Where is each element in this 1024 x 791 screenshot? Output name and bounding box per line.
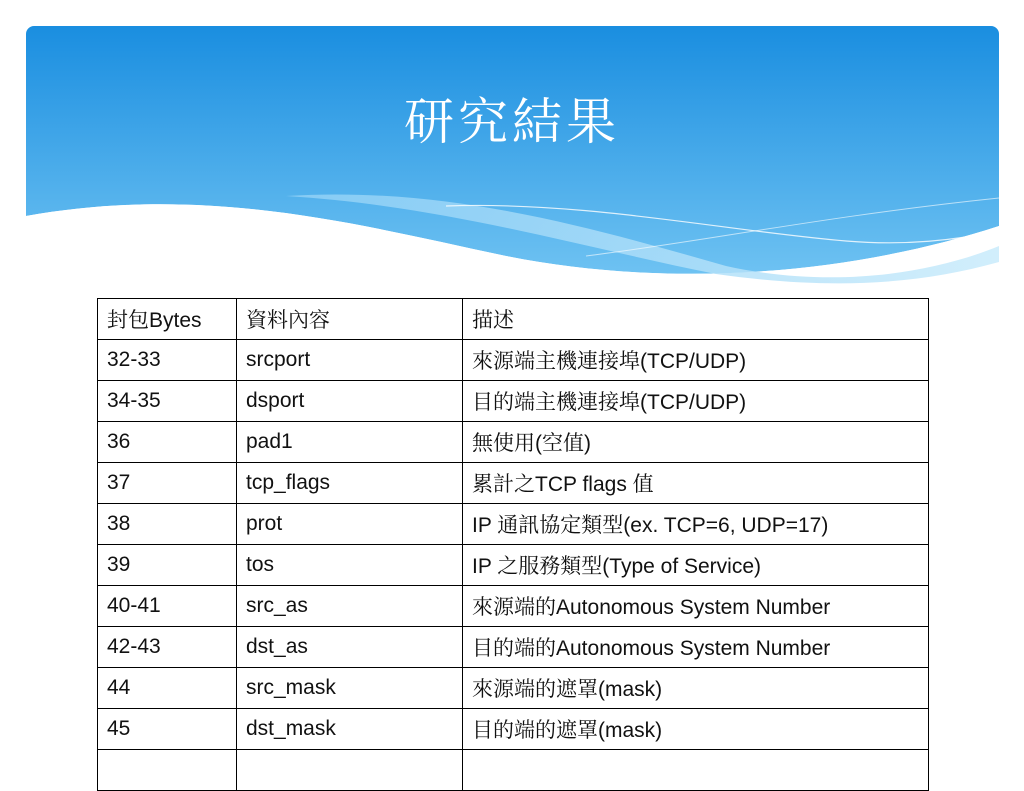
table-cell: 42-43 — [98, 627, 237, 668]
table-cell: dst_as — [237, 627, 463, 668]
table-cell: 目的端主機連接埠(TCP/UDP) — [463, 381, 929, 422]
table-cell: tcp_flags — [237, 463, 463, 504]
packet-fields-table — [97, 298, 929, 791]
table-cell: 44 — [98, 668, 237, 709]
table-header-cell: 封包Bytes — [98, 299, 237, 340]
table-cell: 38 — [98, 504, 237, 545]
table-cell: 45 — [98, 709, 237, 750]
slide-header-banner — [26, 26, 999, 288]
table-row — [98, 422, 929, 463]
table-header-cell: 描述 — [463, 299, 929, 340]
table-row — [98, 504, 929, 545]
table-cell: src_mask — [237, 668, 463, 709]
table-header-cell: 資料內容 — [237, 299, 463, 340]
table-header-row — [98, 299, 929, 340]
table-cell: 來源端的Autonomous System Number — [463, 586, 929, 627]
table-row — [98, 545, 929, 586]
table-cell — [98, 750, 237, 791]
table-cell: 目的端的Autonomous System Number — [463, 627, 929, 668]
table-row — [98, 668, 929, 709]
table-row — [98, 627, 929, 668]
table-cell: dsport — [237, 381, 463, 422]
table-row — [98, 340, 929, 381]
table-row — [98, 381, 929, 422]
data-table-container — [97, 298, 929, 791]
table-cell: 34-35 — [98, 381, 237, 422]
table-cell: srcport — [237, 340, 463, 381]
table-row — [98, 709, 929, 750]
table-cell: 累計之TCP flags 值 — [463, 463, 929, 504]
table-cell — [237, 750, 463, 791]
table-cell: pad1 — [237, 422, 463, 463]
table-cell: 來源端主機連接埠(TCP/UDP) — [463, 340, 929, 381]
table-row — [98, 750, 929, 791]
table-cell: 37 — [98, 463, 237, 504]
table-cell: IP 之服務類型(Type of Service) — [463, 545, 929, 586]
table-cell: 目的端的遮罩(mask) — [463, 709, 929, 750]
table-cell: prot — [237, 504, 463, 545]
header-wave-graphic — [26, 26, 999, 288]
table-cell: 40-41 — [98, 586, 237, 627]
table-cell: 36 — [98, 422, 237, 463]
table-cell: 無使用(空值) — [463, 422, 929, 463]
table-cell: dst_mask — [237, 709, 463, 750]
table-cell: IP 通訊協定類型(ex. TCP=6, UDP=17) — [463, 504, 929, 545]
slide-title: 研究結果 — [404, 93, 620, 151]
table-cell: src_as — [237, 586, 463, 627]
table-row — [98, 463, 929, 504]
table-cell: tos — [237, 545, 463, 586]
table-cell: 32-33 — [98, 340, 237, 381]
table-row — [98, 586, 929, 627]
table-cell: 來源端的遮罩(mask) — [463, 668, 929, 709]
table-cell — [463, 750, 929, 791]
table-cell: 39 — [98, 545, 237, 586]
